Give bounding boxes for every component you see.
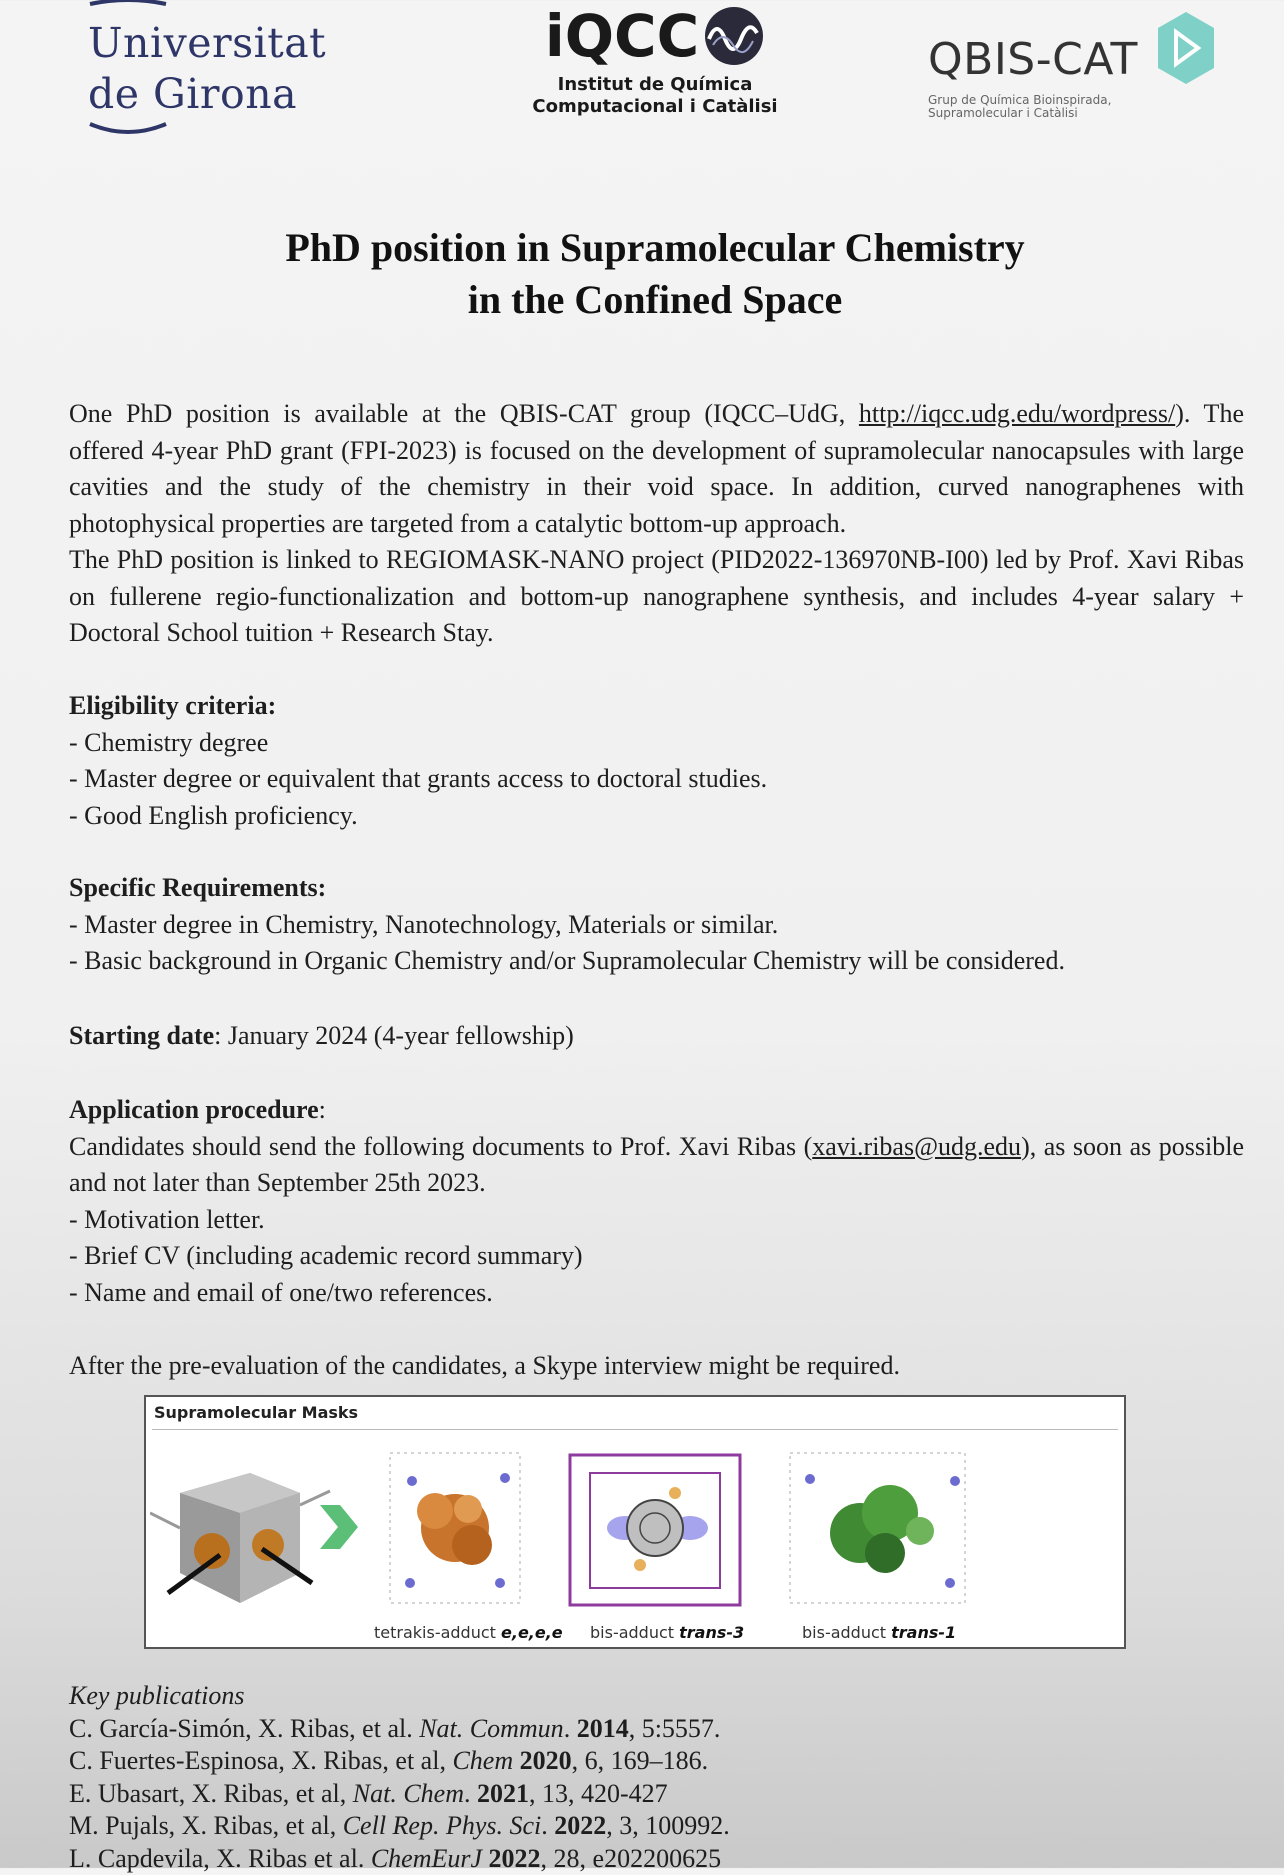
list-item: - Basic background in Organic Chemistry and/or Supramolecular Chemistry will be considered.: [69, 943, 1244, 980]
figure-caption: [374, 1623, 563, 1642]
group-website-link[interactable]: http://iqcc.udg.edu/wordpress/: [859, 399, 1175, 428]
requirements-heading: Specific Requirements:: [69, 873, 326, 902]
figure-illustration: [150, 1433, 1120, 1619]
intro-text-after-link: ). The offered 4-year PhD grant (FPI-2023) is focused on the development of supramolecular nanocapsules with large cavities and the study of the chemistry in their void space. In addition, curved nanographenes with photophysical properties are targeted from a catalytic bottom-up approach.: [69, 399, 1244, 538]
application-text-before: Candidates should send the following documents to Prof. Xavi Ribas (: [69, 1132, 812, 1161]
publication-item: [69, 1810, 730, 1843]
pub-details: , 13, 420-427: [529, 1779, 668, 1808]
pub-sep: .: [464, 1779, 477, 1808]
udg-logo-line2: de Girona: [88, 69, 348, 120]
eligibility-section: [69, 688, 1244, 834]
caption-text: bis-adduct: [590, 1623, 679, 1642]
caption-bold: trans-3: [679, 1623, 744, 1642]
caption-text: bis-adduct: [802, 1623, 891, 1642]
contact-email-link[interactable]: xavi.ribas@udg.edu: [812, 1132, 1021, 1161]
pub-sep: .: [541, 1811, 554, 1840]
pub-journal: ChemEurJ: [371, 1844, 482, 1873]
qbis-cat-tagline: [928, 94, 1111, 120]
key-publications: [69, 1680, 730, 1875]
caption-bold: trans-1: [891, 1623, 956, 1642]
figure-caption: [802, 1623, 956, 1642]
intro-text-before-link: One PhD position is available at the QBIS-CAT group (IQCC–UdG,: [69, 399, 859, 428]
publication-item: [69, 1713, 730, 1746]
eligibility-heading: Eligibility criteria:: [69, 691, 276, 720]
udg-top-arc-icon: [88, 0, 168, 6]
trans-3-bis-adduct-structure: [570, 1455, 740, 1605]
list-item: - Brief CV (including academic record summary): [69, 1238, 1244, 1275]
pub-year: 2022: [554, 1811, 606, 1840]
publication-item: [69, 1843, 730, 1875]
trans-1-bis-adduct-structure: [790, 1453, 965, 1603]
qbis-tagline-line2: Supramolecular i Catàlisi: [928, 107, 1111, 120]
application-heading-colon: :: [319, 1095, 326, 1124]
list-item: - Master degree in Chemistry, Nanotechnology, Materials or similar.: [69, 907, 1244, 944]
pub-details: , 28, e202200625: [541, 1844, 722, 1873]
pub-year: 2021: [477, 1779, 529, 1808]
list-item: - Good English proficiency.: [69, 798, 1244, 835]
application-paragraph: [69, 1129, 1244, 1202]
mask-cube-icon: [150, 1473, 330, 1603]
qbis-tagline-line1: Grup de Química Bioinspirada,: [928, 94, 1111, 107]
title-line1: PhD position in Supramolecular Chemistry: [70, 222, 1240, 274]
starting-date-value: : January 2024 (4-year fellowship): [214, 1021, 574, 1050]
page-title: [70, 222, 1240, 326]
pub-year: 2020: [520, 1746, 572, 1775]
list-item: - Name and email of one/two references.: [69, 1275, 1244, 1312]
pub-journal: Cell Rep. Phys. Sci: [343, 1811, 542, 1840]
intro-paragraph: [69, 396, 1244, 652]
closing-sentence: After the pre-evaluation of the candidates, a Skype interview might be required.: [69, 1348, 1244, 1385]
pub-journal: Nat. Chem: [353, 1779, 464, 1808]
pub-authors: L. Capdevila, X. Ribas et al.: [69, 1844, 371, 1873]
figure-divider: [152, 1429, 1118, 1430]
universitat-de-girona-logo: [88, 0, 348, 138]
iqcc-subtitle-line2: Computacional i Catàlisi: [520, 96, 790, 118]
udg-logo-line1: Universitat: [88, 18, 348, 69]
pub-authors: C. Fuertes-Espinosa, X. Ribas, et al,: [69, 1746, 452, 1775]
title-line2: in the Confined Space: [70, 274, 1240, 326]
iqcc-logo: [520, 2, 790, 118]
pub-year: 2022: [489, 1844, 541, 1873]
application-text-after: ), as soon as possible and not later than September 25th 2023.: [69, 1132, 1244, 1198]
publications-heading: Key publications: [69, 1680, 730, 1713]
requirements-section: [69, 870, 1244, 980]
pub-journal: Nat. Commun: [419, 1714, 563, 1743]
chevron-right-icon: [320, 1505, 358, 1549]
publication-item: [69, 1745, 730, 1778]
pub-journal: Chem: [452, 1746, 513, 1775]
qbis-hexagon-icon: [1154, 8, 1218, 88]
tetrakis-adduct-structure: [390, 1453, 520, 1603]
project-paragraph: The PhD position is linked to REGIOMASK-NANO project (PID2022-136970NB-I00) led by Prof. Xavi Ribas on fullerene regio-functionalization and bottom-up nanographene synthesis, and includes 4-year salary + Doctoral School tuition + Research Stay.: [69, 542, 1244, 652]
list-item: - Motivation letter.: [69, 1202, 1244, 1239]
iqcc-wave-icon: [703, 5, 765, 67]
caption-text: tetrakis-adduct: [374, 1623, 501, 1642]
starting-date: [69, 1018, 1244, 1055]
figure-title: Supramolecular Masks: [154, 1403, 358, 1422]
pub-authors: E. Ubasart, X. Ribas, et al,: [69, 1779, 353, 1808]
list-item: - Master degree or equivalent that grants access to doctoral studies.: [69, 761, 1244, 798]
list-item: - Chemistry degree: [69, 725, 1244, 762]
application-section: [69, 1092, 1244, 1311]
iqcc-subtitle-line1: Institut de Química: [520, 74, 790, 96]
caption-bold: e,e,e,e: [501, 1623, 563, 1642]
starting-date-label: Starting date: [69, 1021, 214, 1050]
publication-item: [69, 1778, 730, 1811]
pub-authors: C. García-Simón, X. Ribas, et al.: [69, 1714, 419, 1743]
pub-year: 2014: [577, 1714, 629, 1743]
application-heading: Application procedure: [69, 1095, 319, 1124]
pub-authors: M. Pujals, X. Ribas, et al,: [69, 1811, 343, 1840]
iqcc-wordmark: iQCC: [545, 2, 699, 70]
figure-caption: [590, 1623, 744, 1642]
pub-details: , 5:5557.: [629, 1714, 721, 1743]
udg-bottom-arc-icon: [88, 120, 168, 138]
supramolecular-masks-figure: [144, 1395, 1126, 1649]
pub-details: , 3, 100992.: [606, 1811, 730, 1840]
qbis-cat-wordmark: QBIS-CAT: [928, 34, 1138, 85]
pub-details: , 6, 169–186.: [572, 1746, 709, 1775]
pub-sep: .: [564, 1714, 577, 1743]
